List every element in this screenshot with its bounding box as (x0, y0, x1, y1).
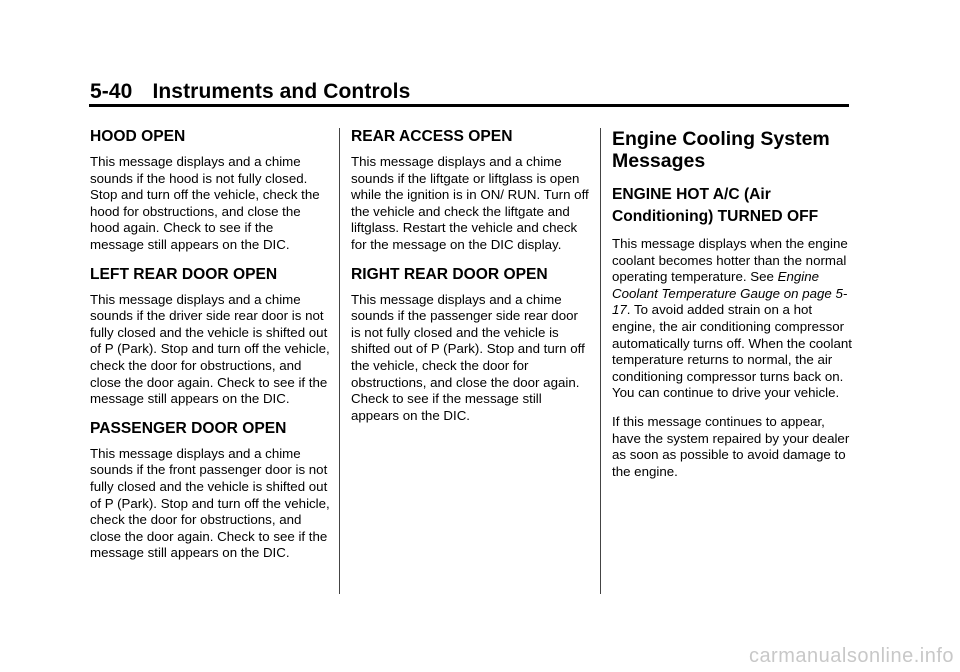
hood-open-section (90, 128, 330, 254)
engine-hot-body-2: If this message continues to appear, have the system repaired by your dealer as soon as possible to avoid damage to the engine. (612, 413, 850, 479)
section-title: Instruments and Controls (152, 80, 411, 103)
right-rear-door-body: This message displays and a chime sounds if the passenger side rear door is not fully closed and the vehicle is shifted out of P (Park). Stop and turn off the vehicle, check the door for obstructions, and close the door again. Check to see if the message still appears on the DIC. (351, 291, 585, 423)
watermark: carmanualsonline.info (748, 645, 954, 667)
engine-hot-body-1 (612, 236, 854, 402)
passenger-door-heading: PASSENGER DOOR OPEN (90, 419, 287, 437)
rear-access-body: This message displays and a chime sounds if the liftgate or liftglass is open while the ignition is in ON/ RUN. Turn off the vehicle and check the liftgate and liftglass. Restart the vehicle and check for the message on the DIC display. (351, 154, 589, 252)
rear-access-section (351, 128, 591, 254)
coolant-gauge-reference: Engine Coolant Temperature Gauge on page 5-17 (612, 269, 848, 318)
left-rear-door-body: This message displays and a chime sounds if the driver side rear door is not fully closed and the vehicle is shifted out of P (Park). Stop and turn off the vehicle, check the door for obstructions, and close the door again. Check to see if the message still appears on the DIC. (90, 291, 330, 407)
hood-open-heading: HOOD OPEN (90, 128, 186, 145)
rear-access-heading: REAR ACCESS OPEN (351, 128, 513, 145)
engine-hot-section (612, 184, 854, 480)
left-rear-door-section (90, 266, 330, 408)
right-rear-door-heading: RIGHT REAR DOOR OPEN (351, 265, 548, 283)
column-3 (612, 128, 854, 492)
engine-hot-body-1-pre: This message displays when the engine coolant becomes hotter than the normal operating temperature. See (612, 236, 848, 285)
hood-open-body: This message displays and a chime sounds if the hood is not fully closed. Stop and turn off the vehicle, check the hood for obstructions, and close the hood again. Check to see if the message still appears on the DIC. (90, 154, 320, 252)
header-rule (89, 104, 849, 107)
column-divider-2 (600, 128, 601, 594)
passenger-door-section (90, 420, 330, 562)
page-header (90, 80, 410, 104)
left-rear-door-heading: LEFT REAR DOOR OPEN (90, 265, 278, 283)
column-1 (90, 128, 330, 574)
page-number: 5-40 (90, 80, 133, 103)
engine-hot-body-1-post: . To avoid added strain on a hot engine, the air conditioning compressor automatically turns off. When the coolant temperature returns to normal, the air conditioning compressor turns back on. You can continue to drive your vehicle. (612, 302, 852, 401)
engine-hot-heading: ENGINE HOT A/C (Air Conditioning) TURNED OFF (612, 186, 819, 225)
engine-cooling-heading: Engine Cooling System Messages (612, 128, 830, 172)
right-rear-door-section (351, 266, 591, 425)
column-divider-1 (339, 128, 340, 594)
column-2 (351, 128, 591, 436)
passenger-door-body: This message displays and a chime sounds if the front passenger door is not fully closed and the vehicle is shifted out of P (Park). Stop and turn off the vehicle, check the door for obstructions, and close the door again. Check to see if the message still appears on the DIC. (90, 445, 330, 561)
